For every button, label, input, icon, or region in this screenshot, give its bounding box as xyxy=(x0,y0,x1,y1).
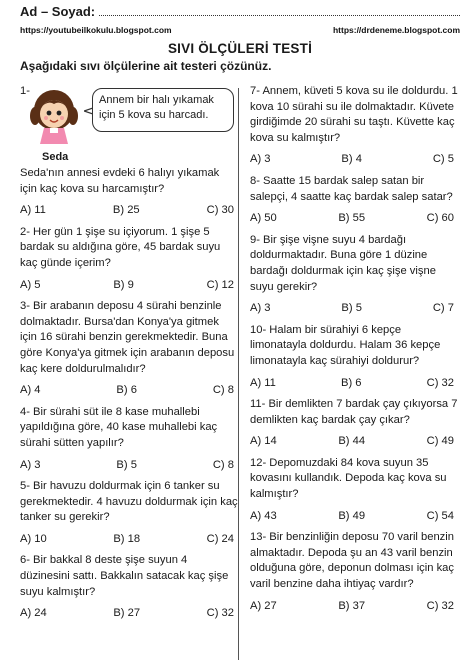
question-options xyxy=(250,599,458,615)
question-text: 3- Bir arabanın deposu 4 sürahi benzinle dolmaktadır. Bursa'dan Konya'ya gitmek için 16 sürahi benzin gerekmektedir. Buna göre Konya'ya gitmek için arabanın deposu kaç kere doldurulmalıdır? xyxy=(20,300,235,375)
question-3 xyxy=(20,299,238,399)
option-b[interactable]: B) 37 xyxy=(338,599,366,612)
option-b[interactable]: B) 5 xyxy=(341,302,362,315)
question-11 xyxy=(250,397,458,450)
character-name: Seda xyxy=(42,151,69,163)
question-options xyxy=(20,278,238,294)
question-5 xyxy=(20,479,238,547)
question-1-text: Seda'nın annesi evdeki 6 halıyı yıkamak için kaç kova su harcamıştır? xyxy=(20,167,220,195)
question-text: 8- Saatte 15 bardak salep satan bir salepçi, 4 saatte kaç bardak salep satar? xyxy=(250,174,453,203)
option-a[interactable]: A) 50 xyxy=(250,212,277,225)
name-field xyxy=(20,4,460,19)
question-text: 4- Bir sürahi süt ile 8 kase muhallebi yapıldığına göre, 40 kase muhallebi kaç sürahi sütten yapılır? xyxy=(20,405,218,449)
option-a[interactable]: A) 11 xyxy=(250,376,276,389)
question-options xyxy=(20,532,238,548)
question-6 xyxy=(20,553,238,621)
link-left[interactable]: https://youtubeilkokulu.blogspot.com xyxy=(20,25,172,35)
option-c[interactable]: C) 32 xyxy=(206,607,234,620)
question-2 xyxy=(20,225,238,293)
question-1-number: 1- xyxy=(20,85,30,97)
question-text: 9- Bir şişe vişne suyu 4 bardağı doldurmaktadır. Buna göre 1 düzine bardağı doldurmak için kaç şişe vişne suyu gerekir? xyxy=(250,233,436,293)
page-title: SIVI ÖLÇÜLERİ TESTİ xyxy=(167,41,313,56)
option-a[interactable]: A) 3 xyxy=(250,302,271,315)
question-options xyxy=(20,606,238,622)
option-b[interactable]: B) 27 xyxy=(113,607,141,620)
question-10 xyxy=(250,323,458,391)
question-text: 12- Depomuzdaki 84 kova suyun 35 kovasını kullandık. Depoda kaç kova su kalmıştır? xyxy=(250,456,447,501)
option-a[interactable]: A) 10 xyxy=(20,532,47,545)
option-c[interactable]: C) 8 xyxy=(212,458,234,471)
option-b[interactable]: B) 49 xyxy=(338,509,366,522)
option-b[interactable]: B) 5 xyxy=(116,458,137,471)
option-a[interactable]: A) 5 xyxy=(20,278,41,291)
option-c[interactable]: C) 60 xyxy=(426,212,454,225)
question-7 xyxy=(250,84,458,168)
speech-bubble: Annem bir halı yıkamak için 5 kova su harcadı. xyxy=(92,88,234,132)
option-a[interactable]: A) 11 xyxy=(20,204,46,217)
question-text: 13- Bir benzinliğin deposu 70 varil benzin almaktadır. Depoda şu an 43 varil benzin olduğuna göre, deponun dolması için kaç varil benzine daha ihtiyaç vardır? xyxy=(250,531,455,591)
link-right[interactable]: https://drdeneme.blogspot.com xyxy=(332,25,460,35)
option-a[interactable]: A) 3 xyxy=(20,458,41,471)
girl-avatar-icon xyxy=(28,86,80,144)
question-options xyxy=(250,152,458,168)
option-b[interactable]: B) 18 xyxy=(113,532,141,545)
option-c[interactable]: C) 32 xyxy=(426,376,454,389)
question-1-options xyxy=(20,203,238,219)
question-options xyxy=(20,458,238,474)
question-9 xyxy=(250,233,458,317)
option-c[interactable]: C) 24 xyxy=(206,532,234,545)
option-c[interactable]: C) 7 xyxy=(432,302,454,315)
question-options xyxy=(250,376,458,392)
question-text: 6- Bir bakkal 8 deste şişe suyun 4 düzinesini sattı. Bakkalın satacak kaç şişe suyu kalmıştır? xyxy=(20,554,229,598)
question-4 xyxy=(20,405,238,473)
question-text: 2- Her gün 1 şişe su içiyorum. 1 şişe 5 bardak su aldığına göre, 45 bardak suyu kaç günde içerim? xyxy=(20,225,221,269)
option-b[interactable]: B) 55 xyxy=(338,212,366,225)
option-b[interactable]: B) 9 xyxy=(113,278,134,291)
option-a[interactable]: A) 43 xyxy=(250,509,277,522)
question-text: 11- Bir demlikten 7 bardak çay çıkıyorsa 7 demlikten kaç bardak çay çıkar? xyxy=(250,398,458,426)
option-a[interactable]: A) 27 xyxy=(250,599,277,612)
option-b[interactable]: B) 44 xyxy=(338,435,366,448)
option-b[interactable]: B) 4 xyxy=(341,153,362,166)
instruction-text: Aşağıdaki sıvı ölçülerine ait testeri çözünüz. xyxy=(20,59,272,73)
question-12 xyxy=(250,456,458,524)
option-c[interactable]: C) 54 xyxy=(426,509,454,522)
option-a[interactable]: A) 14 xyxy=(250,435,277,448)
question-options xyxy=(250,301,458,317)
question-options xyxy=(250,434,458,450)
column-divider xyxy=(238,88,239,660)
question-text: 7- Annem, küveti 5 kova su ile doldurdu. 1 kova 10 sürahi su ile dolmaktadır. Küvete girdiğimde 20 sürahi su taştı. Küvette kaç kova su kalmıştır? xyxy=(250,85,458,144)
question-text: 10- Halam bir sürahiyi 6 kepçe limonatayla doldurdu. Halam 36 kepçe limonatayla kaç sürahiyi doldurur? xyxy=(250,323,441,367)
question-8 xyxy=(250,174,458,227)
left-column xyxy=(20,84,238,628)
option-c[interactable]: C) 5 xyxy=(432,153,454,166)
option-b[interactable]: B) 6 xyxy=(116,384,137,397)
worksheet-header xyxy=(20,4,460,73)
question-13 xyxy=(250,530,458,614)
question-options xyxy=(250,211,458,227)
option-c[interactable]: C) 49 xyxy=(426,435,454,448)
option-b[interactable]: B) 6 xyxy=(341,376,362,389)
option-c[interactable]: C) 30 xyxy=(206,204,234,217)
option-a[interactable]: A) 4 xyxy=(20,384,41,397)
question-text: 5- Bir havuzu doldurmak için 6 tanker su gerekmektedir. 4 havuzu doldurmak için kaç tanker su gerekir? xyxy=(20,480,238,524)
name-label: Ad – Soyad: xyxy=(20,4,96,19)
question-options xyxy=(20,383,238,399)
option-c[interactable]: C) 32 xyxy=(426,599,454,612)
option-c[interactable]: C) 12 xyxy=(206,278,234,291)
question-1 xyxy=(20,84,238,219)
name-dotted-line xyxy=(99,6,460,16)
option-c[interactable]: C) 8 xyxy=(212,384,234,397)
blog-links xyxy=(20,25,460,35)
question-options xyxy=(250,509,458,525)
right-column xyxy=(250,84,458,620)
option-a[interactable]: A) 3 xyxy=(250,153,271,166)
option-b[interactable]: B) 25 xyxy=(112,204,140,217)
option-a[interactable]: A) 24 xyxy=(20,607,47,620)
